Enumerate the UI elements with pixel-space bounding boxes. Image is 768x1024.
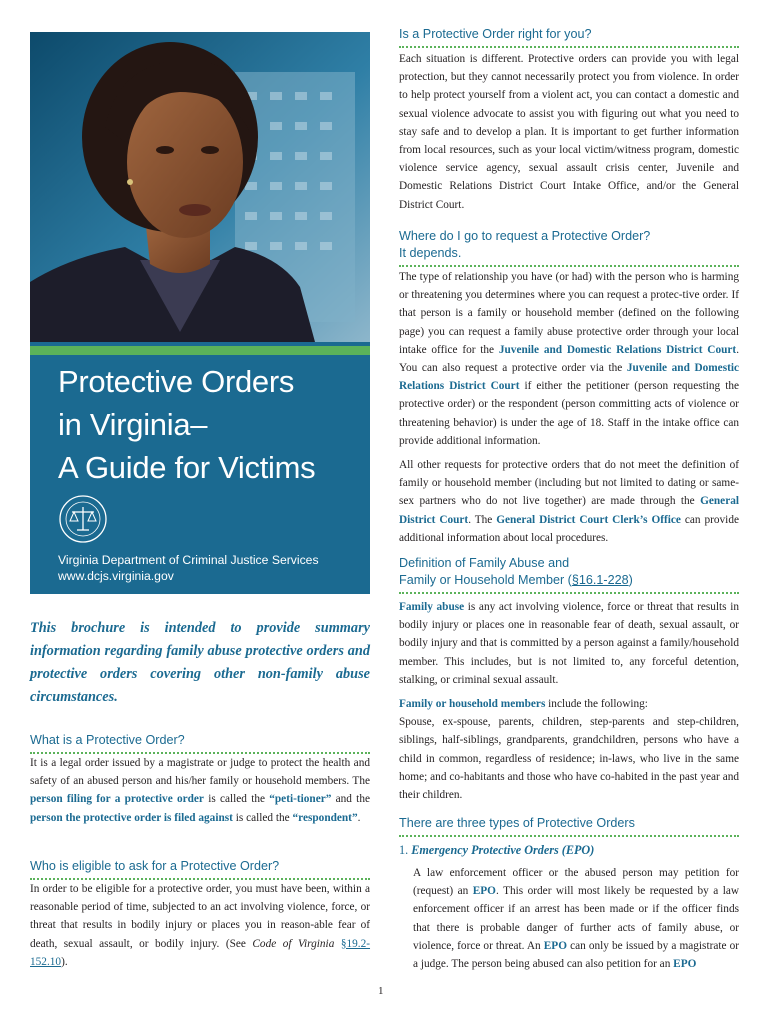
intro-text: This brochure is intended to provide summary information regarding family abuse protective orders and protective orders covering other non-family abuse circumstances. xyxy=(30,620,370,705)
where-body: The type of relationship you have (or had) with the person who is harming or threatening you determines where you can request a protec-tive order. If that person is a family or household member (defined on the following page) you can request a family abuse protective order through your local intake office for the Juvenile and Domestic Relations District Court. You can also request a protective order via the Juvenile and Domestic Relations District Court if either the petitioner (person requesting the protective order) or the respondent (person committing acts of violence or threatening behavior) is under the age of 18. Staff in the intake office can provide additional information. All other requests for protective orders that do not meet the definition of family or household member (including but not limited to dating or same-sex partners who do not live together) are made through the General District Court. The General District Court Clerk’s Office can provide additional information about local procedures. xyxy=(399,271,740,544)
agency-name: Virginia Department of Criminal Justice Services xyxy=(58,553,319,567)
definition-body: Family abuse is any act involving violence, force or threat that results in bodily injury or places one in reasonable fear of death, sexual assault, or bodily injury and that is committed by a person against a family/household member. This includes, but is not limited to, any forceful detention, stalking, or criminal sexual assault. Family or household members include the following: Spouse, ex-spouse, parents, children, step-parents and step-children, siblings, half-siblings, grandparents, grandchildren, persons who have a child in common, regardless of residence; in-laws, who live in the same home; and co-habitants and those who have co-habited in the past year and their children. xyxy=(399,601,739,802)
agency-block xyxy=(58,552,319,584)
where-heading: Where do I go to request a Protective Order? It depends. xyxy=(399,228,739,267)
epo-heading: 1. Emergency Protective Orders (EPO) xyxy=(399,843,595,857)
right-heading: Is a Protective Order right for you? xyxy=(399,26,739,48)
cover-title-line: A Guide for Victims xyxy=(58,450,316,485)
cover-title-line: in Virginia– xyxy=(58,407,208,442)
definition-link[interactable]: §16.1-228 xyxy=(571,573,629,587)
agency-url[interactable]: www.dcjs.virginia.gov xyxy=(58,569,174,583)
right-body: Each situation is different. Protective orders can provide you with legal protection, but they cannot necessarily protect you from violence. In order to help protect yourself from a violent act, you can contact a domestic and sexual violence advocate to assist you with figuring out what you need to stay safe and to develop a plan. It is important to get further information from local resources, such as your local victim/witness program, domestic violence service agency, sexual assault crisis center, Juvenile and Domestic Relations District Court Intake Office, and/or the General District Court. xyxy=(399,53,739,211)
cover-panel xyxy=(30,32,370,594)
types-heading: There are three types of Protective Orders xyxy=(399,815,739,837)
eligible-heading: Who is eligible to ask for a Protective Order? xyxy=(30,858,370,880)
page-number: 1 xyxy=(378,985,384,997)
seal-icon xyxy=(58,494,108,544)
definition-heading: Definition of Family Abuse and Family or Household Member (§16.1-228) xyxy=(399,555,739,594)
woman-portrait-image xyxy=(30,32,370,342)
cover-photo xyxy=(30,32,370,342)
cover-title-line: Protective Orders xyxy=(58,364,295,399)
code-link[interactable]: §19.2-152.10 xyxy=(30,937,371,968)
what-body: It is a legal order issued by a magistrate or judge to protect the health and safety of an abused person and his/her family or household members. The person filing for a protective order is called the “peti-tioner” and the person the protective order is filed against is called the “respondent”. xyxy=(30,757,370,824)
eligible-body: In order to be eligible for a protective order, you must have been, within a reasonable period of time, subjected to an act involving violence, force, or threat that results in bodily injury or places you in reason-able fear of death, sexual assault, or bodily injury. (See Code of Virginia §19.2-152.10). xyxy=(30,883,371,968)
accent-bar xyxy=(30,346,370,355)
what-heading: What is a Protective Order? xyxy=(30,732,370,754)
epo-body: A law enforcement officer or the abused person may petition for (request) an EPO. This order will most likely be requested by a law enforcement officer if an arrest has been made or if the officer finds that there is probable danger of further acts of family abuse, or violence, force or threat. An EPO can only be issued by a magistrate or a judge. The person being abused can also petition for an EPO xyxy=(413,867,739,971)
cover-title xyxy=(58,360,358,489)
